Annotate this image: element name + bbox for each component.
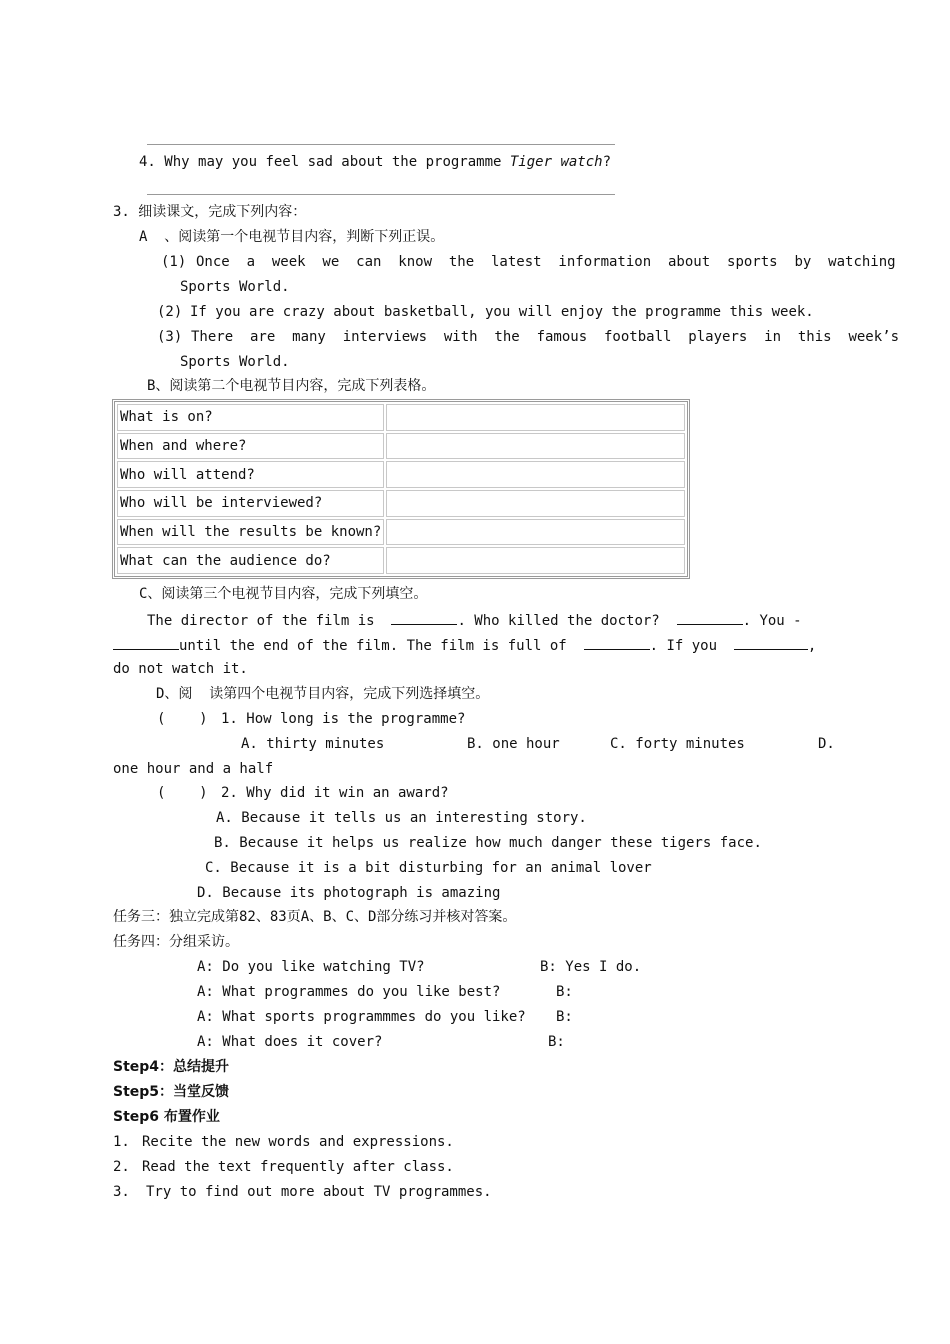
section-3-heading: 3. 细读课文，完成下列内容： bbox=[113, 204, 307, 220]
table-question: What can the audience do? bbox=[117, 547, 384, 574]
fill-in-line-2: until the end of the film. The film is full of . If you , bbox=[113, 635, 816, 655]
item-3-line-2: Sports World. bbox=[180, 354, 290, 370]
section-d-heading: D、阅 读第四个电视节目内容，完成下列选择填空。 bbox=[156, 686, 490, 702]
homework-1: Recite the new words and expressions. bbox=[142, 1134, 454, 1150]
dialog-b-2: B: bbox=[556, 984, 573, 1000]
item-3-number: (3) bbox=[157, 329, 183, 345]
dialog-a-3: A: What sports programmmes do you like? bbox=[197, 1009, 526, 1025]
blank-full-of[interactable] bbox=[584, 635, 650, 650]
table-answer-cell[interactable] bbox=[386, 547, 685, 574]
table-row bbox=[117, 433, 685, 460]
choice-1-option-c: C. forty minutes bbox=[610, 736, 745, 752]
choice-1-question: 1. How long is the programme? bbox=[221, 711, 466, 727]
programme-title: Tiger watch bbox=[509, 154, 603, 170]
table-row bbox=[117, 404, 685, 431]
choice-1-option-a: A. thirty minutes bbox=[241, 736, 385, 752]
table-question: When will the results be known? bbox=[117, 519, 384, 546]
table-question: When and where? bbox=[117, 433, 384, 460]
dialog-b-3: B: bbox=[556, 1009, 573, 1025]
table-answer-cell[interactable] bbox=[386, 433, 685, 460]
question-4: 4. Why may you feel sad about the programme Tiger watch? bbox=[139, 154, 612, 170]
choice-2-option-d: D. Because its photograph is amazing bbox=[197, 885, 501, 901]
choice-2-paren[interactable]: ( ) bbox=[157, 785, 208, 801]
blank-killer[interactable] bbox=[677, 610, 743, 625]
homework-2: Read the text frequently after class. bbox=[142, 1159, 454, 1175]
table-question: Who will attend? bbox=[117, 461, 384, 488]
tv-programme-table bbox=[112, 399, 690, 579]
step-6-heading: Step6 布置作业 bbox=[113, 1109, 220, 1125]
choice-1-option-d-label: D. bbox=[818, 736, 835, 752]
homework-2-number: 2. bbox=[113, 1159, 130, 1175]
item-1-line-2: Sports World. bbox=[180, 279, 290, 295]
task-4-heading: 任务四：分组采访。 bbox=[113, 934, 239, 950]
blank-until[interactable] bbox=[113, 635, 179, 650]
item-3-line-1: There are many interviews with the famous football players in this week’s bbox=[191, 329, 900, 345]
step-4-heading: Step4：总结提升 bbox=[113, 1059, 230, 1075]
fill-in-line-3: do not watch it. bbox=[113, 661, 248, 677]
table-question: What is on? bbox=[117, 404, 384, 431]
choice-2-question: 2. Why did it win an award? bbox=[221, 785, 449, 801]
choice-2-option-c: C. Because it is a bit disturbing for an animal lover bbox=[205, 860, 652, 876]
dialog-b-1: B: Yes I do. bbox=[540, 959, 642, 975]
blank-director[interactable] bbox=[391, 610, 457, 625]
answer-line-top bbox=[147, 144, 615, 145]
table-row bbox=[117, 461, 685, 488]
choice-1-option-d: one hour and a half bbox=[113, 761, 274, 777]
dialog-b-4: B: bbox=[548, 1034, 565, 1050]
table-row bbox=[117, 490, 685, 517]
section-a-heading: A 、阅读第一个电视节目内容，判断下列正误。 bbox=[139, 229, 445, 245]
section-b-heading: B、阅读第二个电视节目内容，完成下列表格。 bbox=[147, 378, 436, 394]
answer-line-bottom bbox=[147, 194, 615, 195]
item-2-number: (2) bbox=[157, 304, 183, 320]
choice-1-option-b: B. one hour bbox=[467, 736, 560, 752]
item-1-number: (1) bbox=[161, 254, 187, 270]
item-1-line-1: Once a week we can know the latest information about sports by watching bbox=[196, 254, 896, 270]
dialog-a-1: A: Do you like watching TV? bbox=[197, 959, 425, 975]
blank-if-you[interactable] bbox=[734, 635, 808, 650]
section-c-heading: C、阅读第三个电视节目内容，完成下列填空。 bbox=[139, 586, 428, 602]
table-answer-cell[interactable] bbox=[386, 519, 685, 546]
step-5-heading: Step5：当堂反馈 bbox=[113, 1084, 230, 1100]
dialog-a-4: A: What does it cover? bbox=[197, 1034, 383, 1050]
table-question: Who will be interviewed? bbox=[117, 490, 384, 517]
choice-1-paren[interactable]: ( ) bbox=[157, 711, 208, 727]
table-row bbox=[117, 519, 685, 546]
table-answer-cell[interactable] bbox=[386, 404, 685, 431]
homework-3-number: 3. bbox=[113, 1184, 130, 1200]
choice-2-option-b: B. Because it helps us realize how much danger these tigers face. bbox=[214, 835, 762, 851]
fill-in-line-1: The director of the film is . Who killed the doctor? . You - bbox=[147, 610, 802, 630]
dialog-a-2: A: What programmes do you like best? bbox=[197, 984, 501, 1000]
table-row bbox=[117, 547, 685, 574]
choice-2-option-a: A. Because it tells us an interesting story. bbox=[216, 810, 587, 826]
item-2-line-1: If you are crazy about basketball, you will enjoy the programme this week. bbox=[190, 304, 814, 320]
homework-3: Try to find out more about TV programmes. bbox=[146, 1184, 492, 1200]
task-3: 任务三：独立完成第82、83页A、B、C、D部分练习并核对答案。 bbox=[113, 909, 517, 925]
table-answer-cell[interactable] bbox=[386, 461, 685, 488]
homework-1-number: 1. bbox=[113, 1134, 130, 1150]
table-answer-cell[interactable] bbox=[386, 490, 685, 517]
